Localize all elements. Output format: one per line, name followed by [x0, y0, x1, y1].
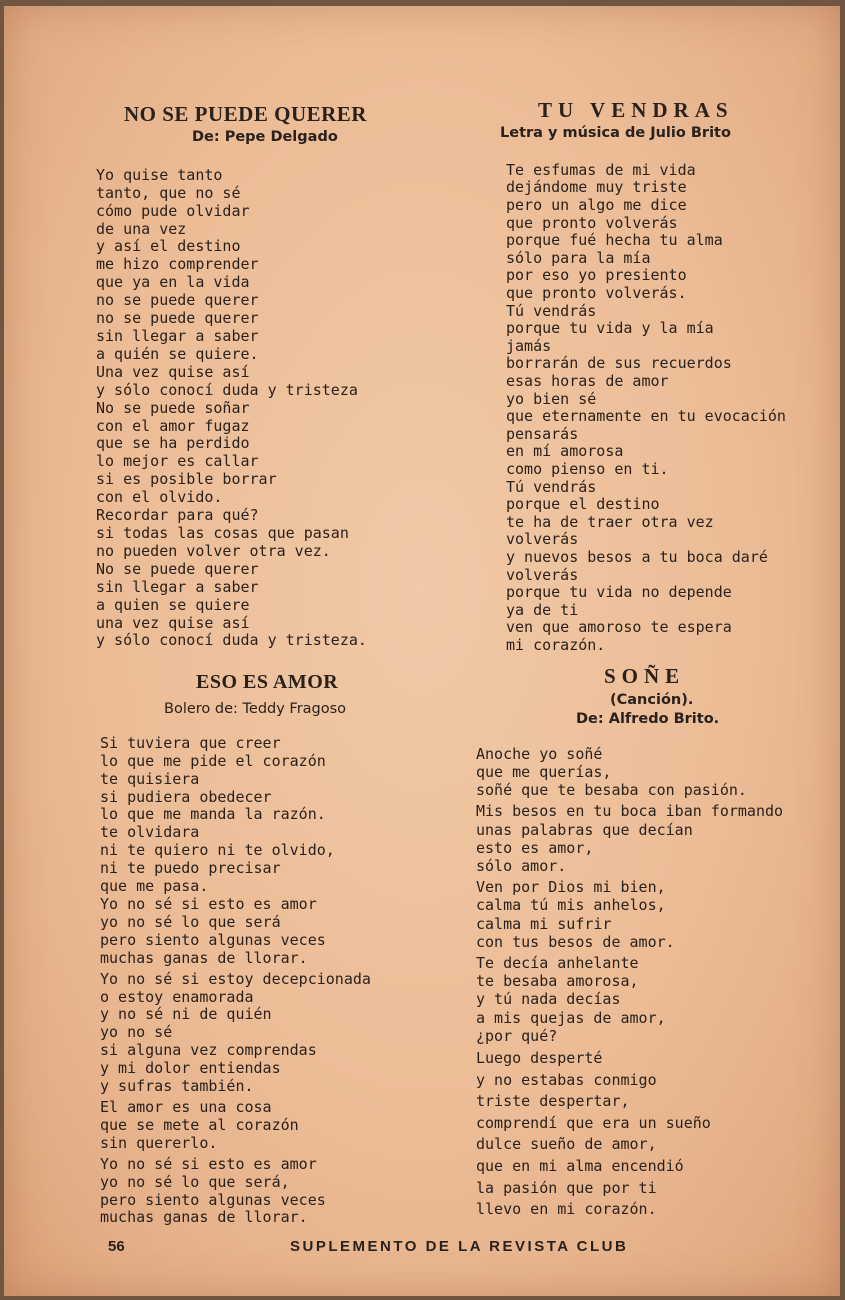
lyric-line: lo mejor es callar — [96, 452, 259, 471]
song-credit: De: Pepe Delgado — [192, 129, 338, 145]
lyric-line: te ha de traer otra vez — [506, 512, 714, 531]
lyric-line: que me pasa. — [100, 877, 209, 896]
lyric-line: cómo pude olvidar — [96, 201, 250, 220]
lyric-line: Anoche yo soñé — [476, 744, 603, 763]
lyric-line: a quién se quiere. — [96, 344, 259, 363]
lyric-line: por eso yo presiento — [506, 266, 687, 285]
lyric-line: si pudiera obedecer — [100, 787, 272, 806]
lyric-line: que pronto volverás. — [506, 284, 687, 302]
lyrics — [476, 745, 806, 1221]
lyric-line: volverás — [506, 530, 579, 549]
lyric-line: ven que amoroso te espera — [506, 618, 732, 637]
song-sone — [476, 666, 806, 1224]
song-no-se-puede-querer — [96, 104, 426, 650]
stanza — [476, 745, 806, 800]
stanza — [476, 802, 806, 875]
lyric-line: porque el destino — [506, 495, 660, 514]
lyric-line: a mis quejas de amor, — [476, 1008, 666, 1027]
lyric-line: y tú nada decías — [476, 990, 621, 1009]
lyric-line: jamás — [506, 336, 552, 355]
lyric-line: esas horas de amor — [506, 371, 669, 390]
lyric-line: soñé que te besaba con pasión. — [476, 781, 747, 800]
song-title: SOÑE — [604, 664, 686, 688]
lyric-line: calma tú mis anhelos, — [476, 896, 666, 915]
lyric-line: triste despertar, — [476, 1092, 630, 1111]
lyric-line: como pienso en ti. — [506, 459, 669, 478]
lyric-line: Una vez quise así — [96, 362, 250, 381]
stanza — [100, 971, 430, 1096]
lyric-line: de una vez — [96, 219, 187, 238]
song-credit: Bolero de: Teddy Fragoso — [164, 701, 347, 717]
lyric-line: sin llegar a saber — [96, 327, 259, 345]
lyric-line: no se puede querer — [96, 309, 259, 328]
lyric-line: ni te puedo precisar — [100, 859, 281, 878]
song-tu-vendras — [500, 100, 836, 654]
lyric-line: Luego desperté — [476, 1048, 603, 1067]
lyric-line: yo no sé — [100, 1023, 173, 1042]
lyric-line: yo no sé lo que será — [100, 912, 281, 931]
lyric-line: calma mi sufrir — [476, 914, 612, 933]
lyric-line: muchas ganas de llorar. — [100, 1208, 308, 1227]
lyric-line: comprendí que era un sueño — [476, 1113, 711, 1132]
lyric-line: a quien se quiere — [96, 595, 250, 614]
lyric-line: si todas las cosas que pasan — [96, 523, 349, 542]
lyric-line: Yo quise tanto — [96, 165, 223, 184]
lyric-line: y nuevos besos a tu boca daré — [506, 547, 768, 566]
song-credit: Letra y música de Julio Brito — [500, 125, 731, 141]
lyric-line: lo que me manda la razón. — [100, 805, 326, 824]
stanza — [100, 735, 430, 968]
lyric-line: y sólo conocí duda y tristeza — [96, 380, 358, 399]
stanza — [476, 878, 806, 951]
lyric-line: Si tuviera que creer — [100, 733, 281, 752]
lyric-line: Te decía anhelante — [476, 953, 639, 972]
song-title: ESO ES AMOR — [196, 671, 339, 693]
lyric-line: porque tu vida y la mía — [506, 319, 714, 338]
lyric-line: una vez quise así — [96, 613, 250, 632]
lyric-line: pero siento algunas veces — [100, 930, 326, 949]
lyric-line: Te esfumas de mi vida — [506, 160, 696, 179]
lyric-line: lo que me pide el corazón — [100, 751, 326, 770]
lyrics — [96, 167, 426, 650]
lyric-line: volverás — [506, 565, 579, 584]
lyric-line: Ven por Dios mi bien, — [476, 878, 666, 897]
lyrics — [506, 162, 836, 655]
lyric-line: Recordar para qué? — [96, 506, 259, 525]
song-title: TU VENDRAS — [538, 98, 734, 122]
lyric-line: No se puede soñar — [96, 398, 250, 417]
lyric-line: la pasión que por ti — [476, 1178, 657, 1197]
lyric-line: no se puede querer — [96, 291, 259, 310]
lyric-line: si es posible borrar — [96, 470, 277, 489]
lyric-line: sólo para la mía — [506, 248, 651, 267]
lyric-line: y mi dolor entiendas — [100, 1059, 281, 1078]
lyric-line: que ya en la vida — [96, 273, 250, 292]
lyric-line: te olvidara — [100, 823, 200, 842]
lyric-line: y no sé ni de quién — [100, 1005, 272, 1024]
song-credit: De: Alfredo Brito. — [576, 710, 720, 727]
lyric-line: sólo amor. — [476, 856, 567, 875]
stanza — [100, 1099, 430, 1153]
lyric-line: que se ha perdido — [96, 434, 250, 453]
lyric-line: pensarás — [506, 424, 579, 443]
lyric-line: con tus besos de amor. — [476, 932, 675, 951]
lyric-line: ¿por qué? — [476, 1026, 558, 1045]
lyric-line: unas palabras que decían — [476, 820, 693, 839]
song-subtitle: (Canción). — [610, 692, 694, 708]
lyric-line: que en mi alma encendió — [476, 1156, 684, 1175]
lyric-line: que se mete al corazón — [100, 1115, 299, 1134]
lyric-line: ya de ti — [506, 600, 579, 619]
lyric-line: porque fué hecha tu alma — [506, 231, 723, 250]
lyric-line: y así el destino — [96, 237, 241, 256]
lyric-line: tanto, que no sé — [96, 183, 241, 202]
stanza — [476, 1048, 806, 1221]
song-eso-es-amor — [100, 672, 430, 1230]
lyric-line: ni te quiero ni te olvido, — [100, 841, 335, 860]
lyric-line: te quisiera — [100, 769, 200, 788]
lyric-line: mi corazón. — [506, 635, 606, 654]
lyric-line: borrarán de sus recuerdos — [506, 354, 732, 373]
lyric-line: esto es amor, — [476, 838, 594, 857]
lyric-line: en mí amorosa — [506, 442, 624, 461]
lyric-line: Yo no sé si esto es amor — [100, 895, 317, 913]
lyric-line: me hizo comprender — [96, 255, 259, 274]
lyric-line: pero siento algunas veces — [100, 1190, 326, 1209]
lyric-line: yo bien sé — [506, 389, 597, 408]
lyric-line: que eternamente en tu evocación — [506, 407, 786, 426]
song-title: NO SE PUEDE QUERER — [124, 102, 367, 126]
lyric-line: dulce sueño de amor, — [476, 1135, 657, 1154]
lyric-line: y sufras también. — [100, 1077, 254, 1096]
lyric-line: Tú vendrás — [506, 301, 597, 320]
lyric-line: no pueden volver otra vez. — [96, 541, 331, 560]
lyric-line: con el amor fugaz — [96, 416, 250, 435]
lyric-line: pero un algo me dice — [506, 196, 687, 215]
stanza — [100, 1156, 430, 1228]
lyric-line: El amor es una cosa — [100, 1097, 272, 1116]
page-number: 56 — [108, 1238, 125, 1255]
lyric-line: si alguna vez comprendas — [100, 1041, 317, 1060]
lyric-line: con el olvido. — [96, 488, 223, 507]
lyric-line: No se puede querer — [96, 559, 259, 578]
magazine-page — [4, 6, 840, 1296]
lyric-line: Yo no sé si estoy decepcionada — [100, 969, 371, 988]
lyric-line: sin llegar a saber — [96, 577, 259, 596]
lyric-line: y no estabas conmigo — [476, 1070, 657, 1089]
lyric-line: te besaba amorosa, — [476, 972, 639, 991]
lyric-line: y sólo conocí duda y tristeza. — [96, 631, 367, 650]
lyric-line: dejándome muy triste — [506, 178, 687, 197]
lyric-line: Yo no sé si esto es amor — [100, 1154, 317, 1173]
lyric-line: o estoy enamorada — [100, 987, 254, 1006]
lyric-line: Tú vendrás — [506, 477, 597, 496]
lyric-line: sin quererlo. — [100, 1133, 218, 1152]
lyric-line: yo no sé lo que será, — [100, 1172, 290, 1191]
footer-publication: SUPLEMENTO DE LA REVISTA CLUB — [290, 1238, 629, 1255]
lyric-line: porque tu vida no depende — [506, 583, 732, 602]
lyric-line: que pronto volverás — [506, 213, 678, 232]
lyric-line: que me querías, — [476, 762, 612, 781]
lyric-line: llevo en mi corazón. — [476, 1200, 657, 1219]
stanza — [476, 954, 806, 1045]
lyric-line: muchas ganas de llorar. — [100, 948, 308, 967]
lyric-line: Mis besos en tu boca iban formando — [476, 802, 784, 821]
lyrics — [100, 735, 430, 1227]
